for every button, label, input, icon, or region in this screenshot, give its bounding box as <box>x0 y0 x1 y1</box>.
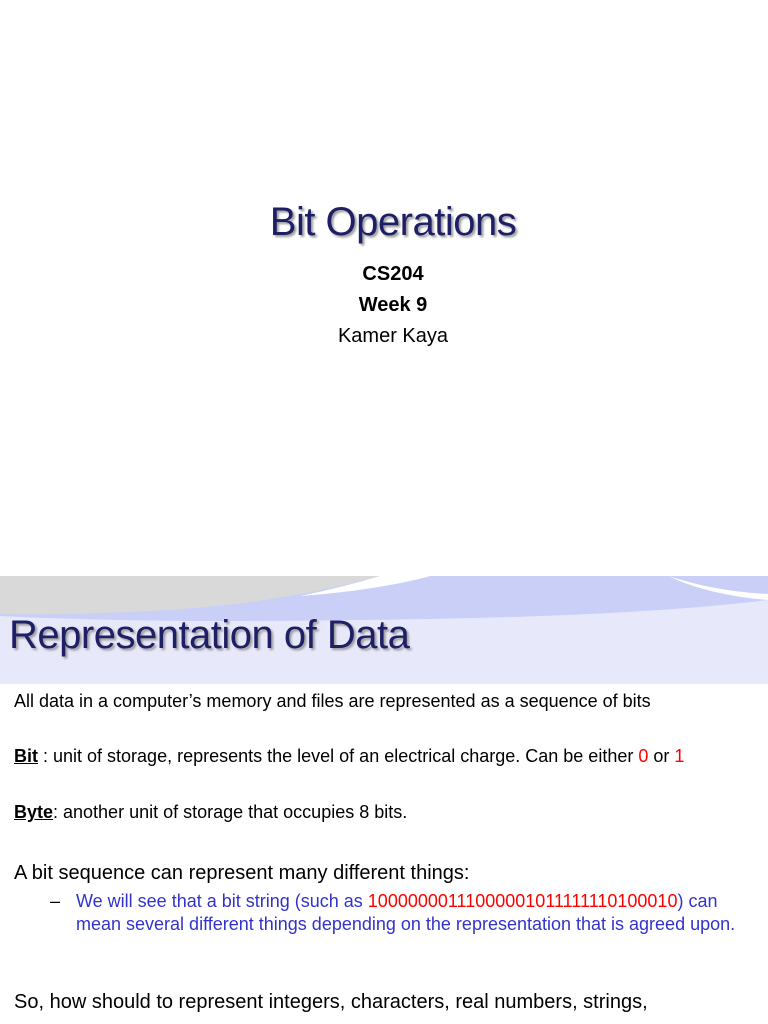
dash-bullet: – <box>50 891 61 911</box>
bit-definition-text: : unit of storage, represents the level of an electrical charge. Can be either <box>38 746 639 766</box>
bit-term: Bit <box>14 746 38 766</box>
author-name: Kamer Kaya <box>337 325 449 347</box>
sub-bullet-item <box>50 890 740 936</box>
sub-bullet-prefix: We will see that a bit string (such as <box>76 891 368 911</box>
slide-title: Bit Operations <box>269 200 517 244</box>
content-slide <box>0 576 768 1024</box>
example-bit-string: 1000000011100000101111111010001​0 <box>367 891 678 911</box>
byte-definition-text: : another unit of storage that occupies 8 bits. <box>53 802 408 822</box>
closing-paren: ) <box>677 891 684 911</box>
representation-question: So, how should to represent integers, characters, real numbers, strings, <box>14 991 648 1013</box>
bit-definition <box>14 745 758 767</box>
intro-paragraph: All data in a computer’s memory and files are represented as a sequence of bits <box>14 691 651 711</box>
sub-bullet-text <box>76 890 740 936</box>
sequence-intro: A bit sequence can represent many different things: <box>14 862 470 884</box>
course-code: CS204 <box>362 263 424 285</box>
bit-value-one: 1 <box>674 746 685 766</box>
byte-term: Byte <box>14 802 54 822</box>
bit-value-zero: 0 <box>638 746 649 766</box>
slide-heading: Representation of Data <box>9 613 410 657</box>
byte-definition <box>14 801 758 823</box>
bit-or-text: or <box>648 746 675 766</box>
week-label: Week 9 <box>358 294 428 316</box>
sub-bullet-suffix: can mean several different things depending on the representation that is agreed upon. <box>76 891 736 934</box>
